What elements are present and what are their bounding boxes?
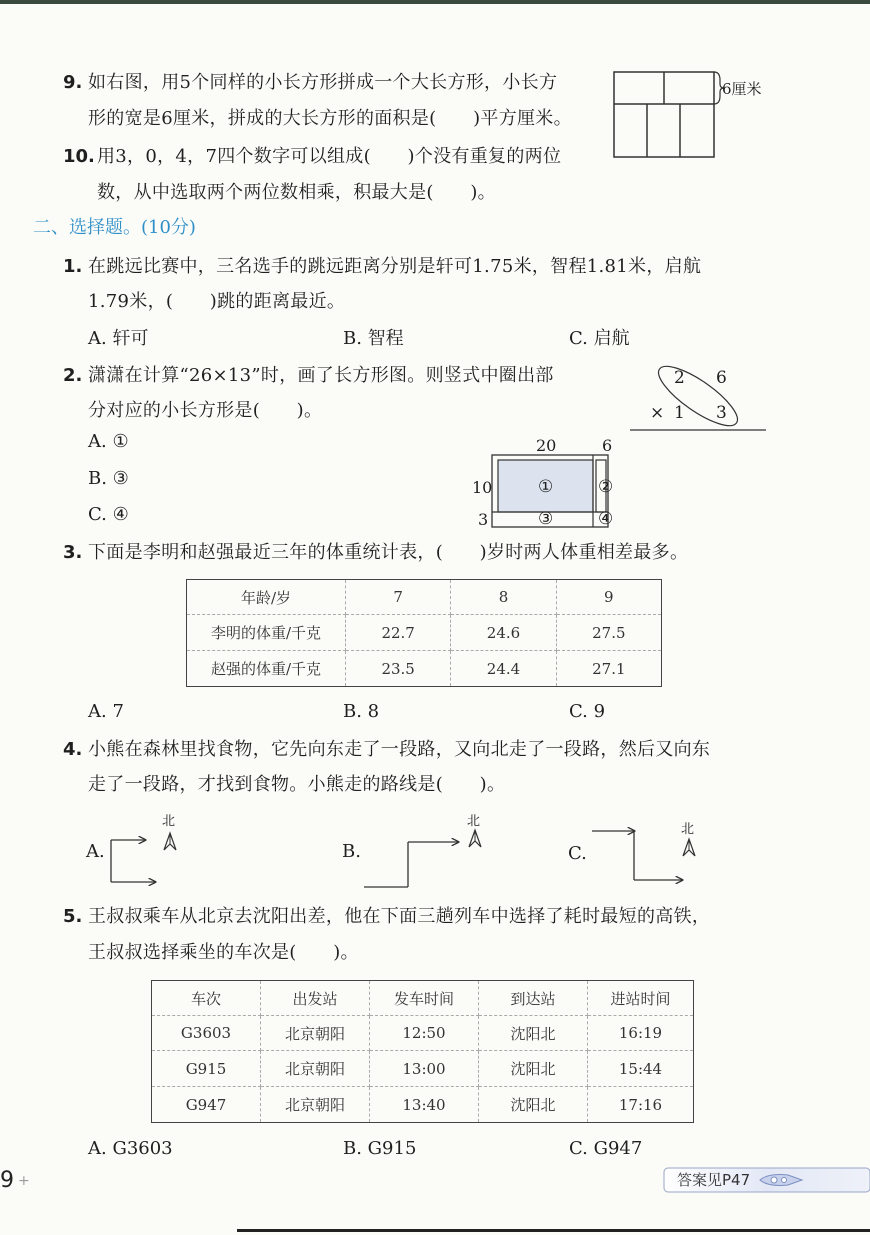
table-header: 出发站 <box>261 981 370 1016</box>
north-label: 北 <box>162 814 176 829</box>
question-number: 5. <box>63 906 83 927</box>
table-cell: 16:19 <box>588 1016 694 1051</box>
question-text: 如右图，用5个同样的小长方形拼成一个大长方形，小长方 <box>88 72 558 93</box>
table-cell: 22.7 <box>346 615 451 651</box>
dimension-label: 20 <box>536 436 557 455</box>
option-a[interactable]: A. 7 <box>88 701 124 722</box>
table-cell: 北京朝阳 <box>261 1016 370 1051</box>
option-c[interactable]: C. G947 <box>569 1138 643 1159</box>
region-label: ③ <box>538 509 554 529</box>
option-a[interactable]: A. <box>86 841 105 862</box>
region-label: ② <box>598 477 614 497</box>
table-row <box>152 1051 694 1087</box>
question-text: 王叔叔选择乘坐的车次是( )。 <box>88 942 359 963</box>
section-title: 二、选择题。(10分) <box>33 217 196 238</box>
table-cell: 15:44 <box>588 1051 694 1087</box>
vertical-multiplication-figure <box>628 360 768 435</box>
table-cell: 27.5 <box>556 615 661 651</box>
option-c[interactable]: C. 9 <box>569 701 606 722</box>
table-header: 年龄/岁 <box>187 580 346 615</box>
option-a[interactable]: A. 轩可 <box>88 328 149 349</box>
question-number: 3. <box>63 542 83 563</box>
question-text: 用3，0，4，7四个数字可以组成( )个没有重复的两位 <box>97 146 562 167</box>
table-row <box>152 1016 694 1051</box>
option-c[interactable]: C. 启航 <box>569 328 630 349</box>
table-header: 9 <box>556 580 661 615</box>
question-text: 分对应的小长方形是( )。 <box>88 400 323 421</box>
table-cell: G3603 <box>152 1016 261 1051</box>
table-cell: 沈阳北 <box>479 1016 588 1051</box>
dimension-label: 10 <box>472 478 493 497</box>
table-cell: G947 <box>152 1087 261 1123</box>
question-text: 在跳远比赛中，三名选手的跳远距离分别是轩可1.75米，智程1.81米，启航 <box>88 256 702 277</box>
route-c-figure <box>590 826 690 886</box>
table-header: 7 <box>346 580 451 615</box>
table-cell: 北京朝阳 <box>261 1087 370 1123</box>
digit: 2 <box>674 368 685 388</box>
region-label: ④ <box>598 509 614 529</box>
option-b[interactable]: B. ③ <box>88 468 129 489</box>
table-cell: 北京朝阳 <box>261 1051 370 1087</box>
option-b[interactable]: B. 智程 <box>343 328 404 349</box>
option-b[interactable]: B. <box>342 841 361 862</box>
table-header: 发车时间 <box>370 981 479 1016</box>
digit: 3 <box>716 403 727 423</box>
table-cell: 24.4 <box>451 651 556 687</box>
digit: 6 <box>716 368 727 388</box>
question-number: 1. <box>63 256 83 277</box>
question-text: 王叔叔乘车从北京去沈阳出差，他在下面三趟列车中选择了耗时最短的高铁， <box>88 906 711 927</box>
table-cell: 13:00 <box>370 1051 479 1087</box>
page-number: 9 <box>0 1168 14 1193</box>
table-cell: G915 <box>152 1051 261 1087</box>
question-number: 10. <box>63 146 95 167</box>
north-label: 北 <box>467 814 481 829</box>
page-bottom-edge <box>237 1229 870 1232</box>
dimension-label: 3 <box>478 510 489 529</box>
option-c[interactable]: C. ④ <box>88 504 129 525</box>
question-text: 潇潇在计算“26×13”时，画了长方形图。则竖式中圈出部 <box>88 365 554 386</box>
north-arrow-icon <box>467 829 483 849</box>
table-header: 到达站 <box>479 981 588 1016</box>
option-a[interactable]: A. ① <box>88 431 129 452</box>
question-text: 1.79米，( )跳的距离最近。 <box>88 291 346 312</box>
table-cell: 24.6 <box>451 615 556 651</box>
question-text: 走了一段路，才找到食物。小熊走的路线是( )。 <box>88 774 506 795</box>
question-number: 4. <box>63 739 83 760</box>
question-number: 9. <box>63 72 83 93</box>
north-label: 北 <box>681 822 695 837</box>
weight-table <box>186 579 662 687</box>
digit: 1 <box>674 403 685 423</box>
table-header: 8 <box>451 580 556 615</box>
table-cell: 17:16 <box>588 1087 694 1123</box>
question-text: 下面是李明和赵强最近三年的体重统计表，( )岁时两人体重相差最多。 <box>88 542 689 563</box>
question-text: 小熊在森林里找食物，它先向东走了一段路，又向北走了一段路，然后又向东 <box>88 739 711 760</box>
question-text: 数，从中选取两个两位数相乘，积最大是( )。 <box>97 182 496 203</box>
table-cell: 12:50 <box>370 1016 479 1051</box>
region-label: ① <box>538 477 554 497</box>
question-text: 形的宽是6厘米，拼成的大长方形的面积是( )平方厘米。 <box>88 108 572 129</box>
table-cell: 23.5 <box>346 651 451 687</box>
dimension-label: 6 <box>602 436 613 455</box>
route-b-figure <box>362 830 462 890</box>
table-cell: 沈阳北 <box>479 1087 588 1123</box>
table-cell: 李明的体重/千克 <box>187 615 346 651</box>
table-header: 进站时间 <box>588 981 694 1016</box>
table-cell: 13:40 <box>370 1087 479 1123</box>
table-cell: 沈阳北 <box>479 1051 588 1087</box>
times-sign: × <box>650 403 665 423</box>
page-top-edge <box>0 0 870 4</box>
plus-icon: + <box>18 1173 30 1189</box>
train-table <box>151 980 694 1123</box>
answer-reference: 答案见P47 <box>677 1171 751 1189</box>
option-b[interactable]: B. 8 <box>343 701 380 722</box>
table-cell: 赵强的体重/千克 <box>187 651 346 687</box>
table-row <box>152 1087 694 1123</box>
dimension-label: 6厘米 <box>722 80 762 98</box>
table-cell: 27.1 <box>556 651 661 687</box>
route-a-figure <box>105 830 165 890</box>
north-arrow-icon <box>162 832 178 852</box>
north-arrow-icon <box>681 838 697 858</box>
option-c[interactable]: C. <box>568 843 587 864</box>
rocket-icon <box>758 1171 808 1189</box>
question-number: 2. <box>63 365 83 386</box>
option-b[interactable]: B. G915 <box>343 1138 417 1159</box>
table-header: 车次 <box>152 981 261 1016</box>
option-a[interactable]: A. G3603 <box>88 1138 173 1159</box>
